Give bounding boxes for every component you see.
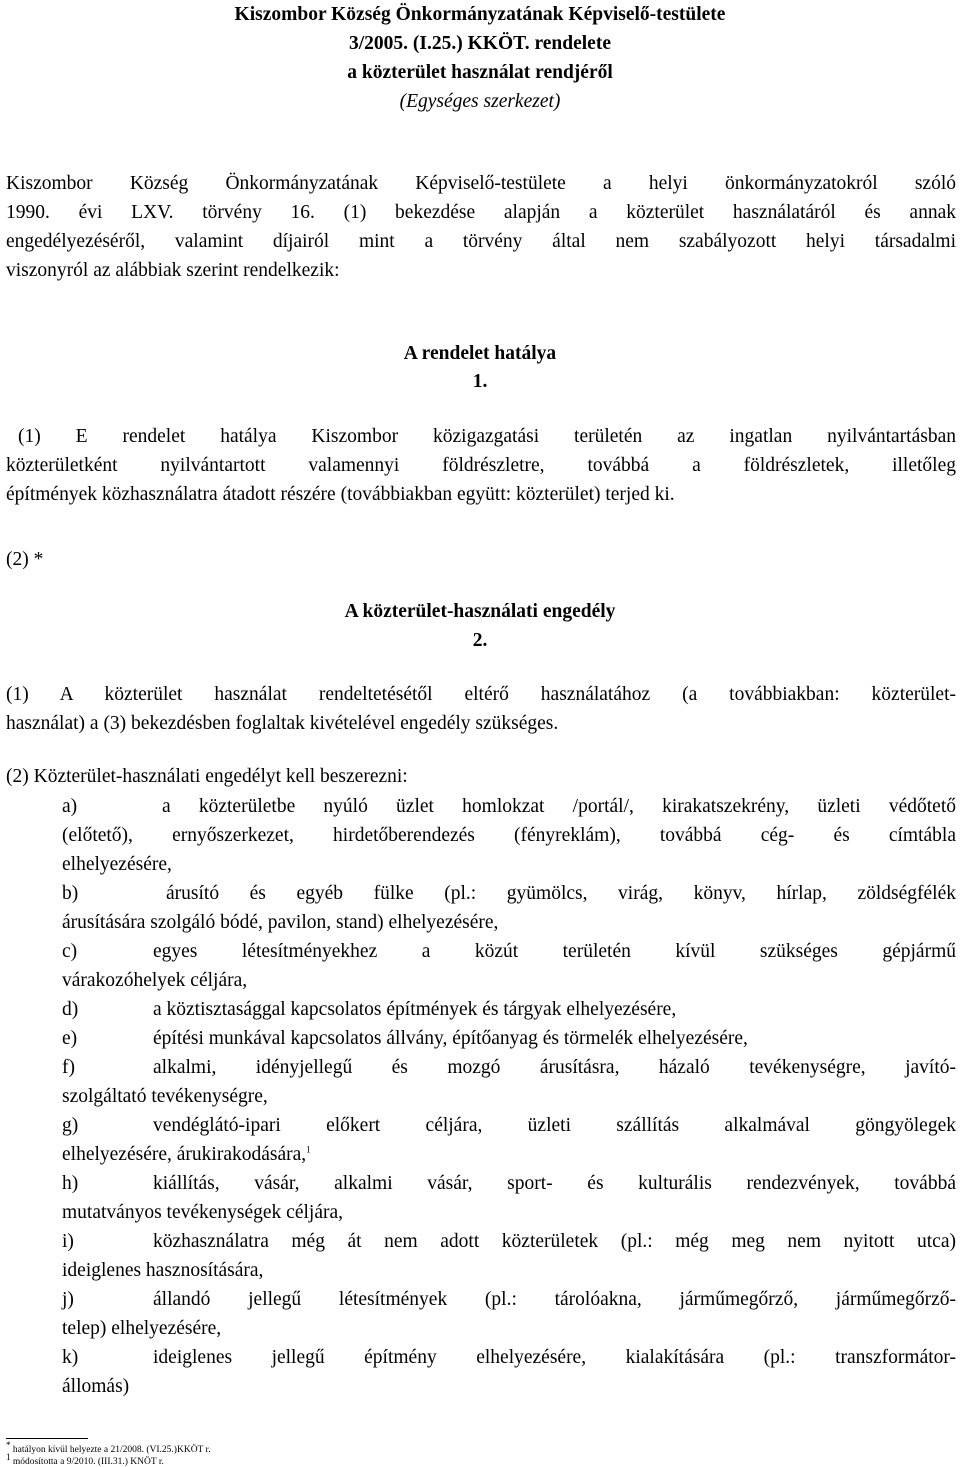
list-item-line: ideiglenes jellegű építmény elhelyezésére, kialakítására (pl.: transzformátor- bbox=[153, 1347, 956, 1368]
list-item-line: várakozóhelyek céljára, bbox=[62, 970, 248, 991]
consolidated-note: (Egységes szerkezet) bbox=[399, 91, 561, 112]
list-item-line: építési munkával kapcsolatos állvány, építőanyag és törmelék elhelyezésére, bbox=[153, 1028, 748, 1049]
list-item-line: alkalmi, idényjellegű és mozgó árusításra, házaló tevékenységre, javító- bbox=[153, 1057, 956, 1078]
list-item-letter: e) bbox=[62, 1028, 78, 1049]
list-item-letter: h) bbox=[62, 1173, 79, 1194]
list-item-letter: i) bbox=[62, 1231, 74, 1252]
list-intro: (2) Közterület-használati engedélyt kell beszerezni: bbox=[6, 766, 408, 787]
list-item-line: kiállítás, vásár, alkalmi vásár, sport- és kulturális rendezvények, továbbá bbox=[153, 1173, 956, 1194]
list-item-line: szolgáltató tevékenységre, bbox=[62, 1086, 268, 1107]
paragraph-line: (1) A közterület használat rendeltetésétől eltérő használatához (a továbbiakban: közterület- bbox=[6, 684, 956, 705]
footnote-mark: * bbox=[6, 1440, 11, 1450]
footnote-separator bbox=[6, 1438, 88, 1439]
list-item-letter: c) bbox=[62, 941, 78, 962]
preamble-line: viszonyról az alábbiak szerint rendelkezik: bbox=[6, 260, 340, 281]
repealed-paragraph: (2) * bbox=[6, 549, 44, 570]
preamble-line: 1990. évi LXV. törvény 16. (1) bekezdése alapján a közterület használatáról és annak bbox=[6, 202, 956, 223]
list-item-letter: j) bbox=[62, 1289, 74, 1310]
decree-number: 3/2005. (I.25.) KKÖT. rendelete bbox=[349, 33, 611, 54]
list-item-line: a köztisztasággal kapcsolatos építmények és tárgyak elhelyezésére, bbox=[153, 999, 677, 1020]
document-title: Kiszombor Község Önkormányzatának Képviselő-testülete bbox=[234, 4, 726, 25]
section-number: 1. bbox=[472, 371, 488, 392]
list-item-line: elhelyezésére, bbox=[62, 854, 172, 875]
list-item-line bbox=[62, 1144, 311, 1166]
footnote bbox=[6, 1452, 164, 1467]
footnote-mark: 1 bbox=[6, 1452, 11, 1462]
preamble-line: Kiszombor Község Önkormányzatának Képviselő-testülete a helyi önkormányzatokról szóló bbox=[6, 173, 956, 194]
section-number: 2. bbox=[472, 630, 488, 651]
list-item-line: árusítására szolgáló bódé, pavilon, stand) elhelyezésére, bbox=[62, 912, 499, 933]
list-item-line: árusító és egyéb fülke (pl.: gyümölcs, virág, könyv, hírlap, zöldségfélék bbox=[166, 883, 956, 904]
list-item-letter: a) bbox=[62, 796, 78, 817]
list-item-line: állandó jellegű létesítmények (pl.: tárolóakna, járműmegőrző, járműmegőrző- bbox=[153, 1289, 956, 1310]
list-item-line: telep) elhelyezésére, bbox=[62, 1318, 222, 1339]
preamble-line: engedélyezéséről, valamint díjairól mint a törvény által nem szabályozott helyi társadalmi bbox=[6, 231, 956, 252]
list-item-line: vendéglátó-ipari előkert céljára, üzleti szállítás alkalmával göngyölegek bbox=[153, 1115, 956, 1136]
list-item-letter: k) bbox=[62, 1347, 79, 1368]
paragraph-line: (1) E rendelet hatálya Kiszombor közigazgatási területén az ingatlan nyilvántartásban bbox=[18, 426, 956, 447]
paragraph-line: építmények közhasználatra átadott részére (továbbiakban együtt: közterület) terjed ki. bbox=[6, 484, 675, 505]
list-item-line: a közterületbe nyúló üzlet homlokzat /portál/, kirakatszekrény, üzleti védőtető bbox=[162, 796, 956, 817]
list-item-line: mutatványos tevékenységek céljára, bbox=[62, 1202, 344, 1223]
footnote-reference: 1 bbox=[306, 1144, 311, 1155]
list-item-line: közhasználatra még át nem adott közterületek (pl.: még meg nem nyitott utca) bbox=[153, 1231, 956, 1252]
list-item-text: elhelyezésére, árukirakodására, bbox=[62, 1144, 307, 1165]
list-item-letter: d) bbox=[62, 999, 79, 1020]
paragraph-line: használat) a (3) bekezdésben foglaltak kivételével engedély szükséges. bbox=[6, 713, 559, 734]
list-item-line: (előtető), ernyőszerkezet, hirdetőberendezés (fényreklám), továbbá cég- és címtábla bbox=[62, 825, 956, 846]
decree-subject: a közterület használat rendjéről bbox=[347, 62, 613, 83]
list-item-letter: f) bbox=[62, 1057, 75, 1078]
list-item-line: egyes létesítményekhez a közút területén kívül szükséges gépjármű bbox=[153, 941, 956, 962]
list-item-letter: b) bbox=[62, 883, 79, 904]
footnote-text: hatályon kívül helyezte a 21/2008. (VI.25.)KKÖT r. bbox=[10, 1445, 211, 1456]
list-item-line: állomás) bbox=[62, 1376, 130, 1397]
list-item-line: ideiglenes hasznosítására, bbox=[62, 1260, 264, 1281]
footnote-text: módosította a 9/2010. (III.31.) KNÖT r. bbox=[10, 1457, 164, 1467]
paragraph-line: közterületként nyilvántartott valamennyi földrészletre, továbbá a földrészletek, illetőleg bbox=[6, 455, 956, 476]
list-item-letter: g) bbox=[62, 1115, 79, 1136]
section-heading: A közterület-használati engedély bbox=[344, 601, 616, 622]
section-heading: A rendelet hatálya bbox=[403, 343, 557, 364]
